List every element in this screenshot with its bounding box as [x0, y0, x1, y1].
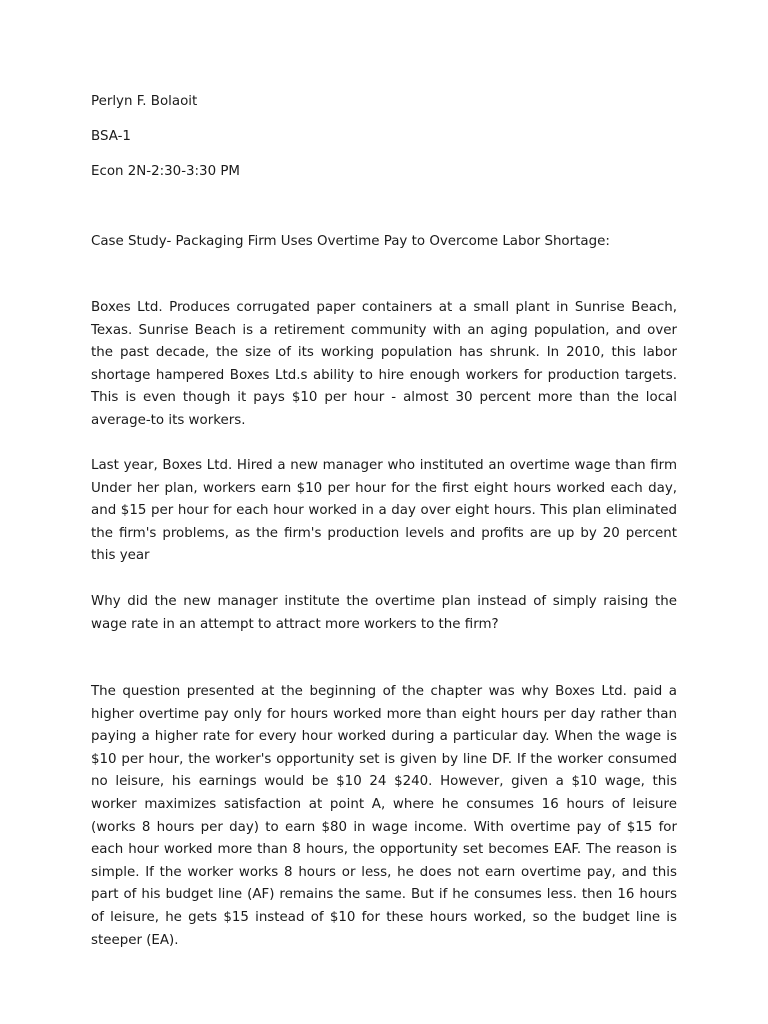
case-study-title: Case Study- Packaging Firm Uses Overtime Pay to Overcome Labor Shortage: — [91, 234, 610, 249]
course-label: BSA-1 — [91, 129, 131, 144]
paragraph-question: Why did the new manager institute the overtime plan instead of simply raising the wage rate in an attempt to attract more workers to the firm? — [91, 594, 677, 632]
class-schedule: Econ 2N-2:30-3:30 PM — [91, 164, 240, 179]
paragraph-overtime-plan: Last year, Boxes Ltd. Hired a new manager who instituted an overtime wage than firm Under her plan, workers earn $10 per hour for the first eight hours worked each day, and $15 per hour for each hour worked in a day over eight hours. This plan eliminated the firm's problems, as the firm's production levels and profits are up by 20 percent this year — [91, 458, 677, 564]
paragraph-company-background: Boxes Ltd. Produces corrugated paper containers at a small plant in Sunrise Beach, Texas. Sunrise Beach is a retirement community with an aging population, and over the past decade, the size of its working population has shrunk. In 2010, this labor shortage hampered Boxes Ltd.s ability to hire enough workers for production targets. This is even though it pays $10 per hour - almost 30 percent more than the local average-to its workers. — [91, 300, 677, 428]
author-name: Perlyn F. Bolaoit — [91, 94, 198, 109]
paragraph-answer: The question presented at the beginning of the chapter was why Boxes Ltd. paid a higher overtime pay only for hours worked more than eight hours per day rather than paying a higher rate for every hour worked during a particular day. When the wage is $10 per hour, the worker's opportunity set is given by line DF. If the worker consumed no leisure, his earnings would be $10 24 $240. However, given a $10 wage, this worker maximizes satisfaction at point A, where he consumes 16 hours of leisure (works 8 hours per day) to earn $80 in wage income. With overtime pay of $15 for each hour worked more than 8 hours, the opportunity set becomes EAF. The reason is simple. If the worker works 8 hours or less, he does not earn overtime pay, and this part of his budget line (AF) remains the same. But if he consumes less. then 16 hours of leisure, he gets $15 instead of $10 for these hours worked, so the budget line is steeper (EA). — [91, 684, 677, 948]
